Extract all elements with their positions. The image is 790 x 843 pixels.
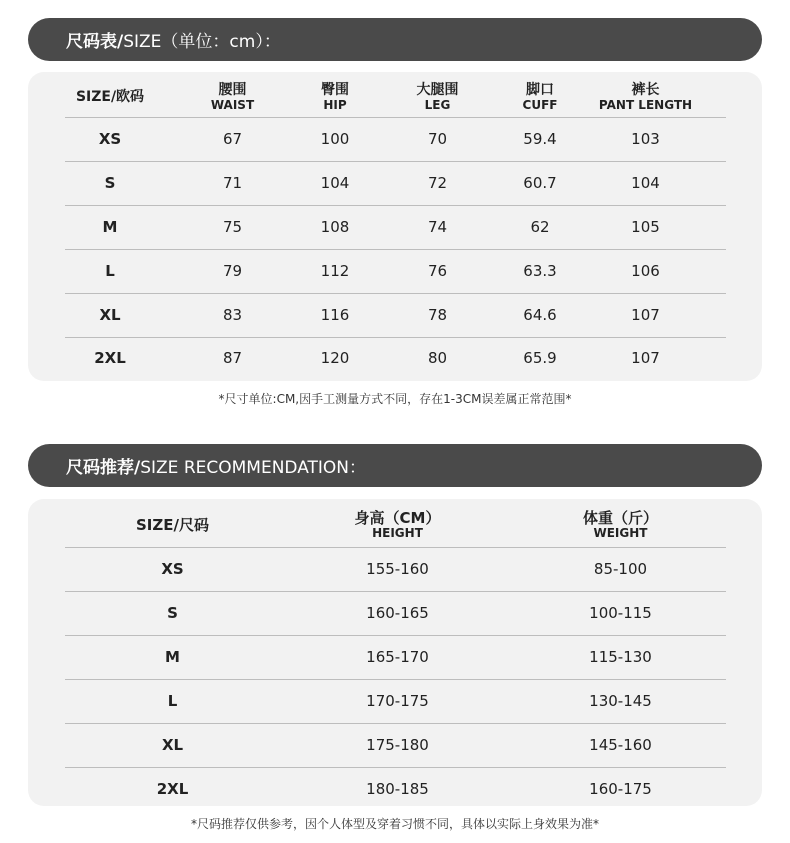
value-cell: 155-160 <box>280 547 515 591</box>
value-cell: 76 <box>360 249 515 293</box>
value-cell: 165-170 <box>280 635 515 679</box>
value-cell: 83 <box>155 293 310 337</box>
size-cell: XS <box>65 547 280 591</box>
size-chart-header-row <box>65 77 726 117</box>
header-leg: 大腿围 LEG <box>416 81 459 112</box>
table-row <box>65 679 726 723</box>
size-rec-header-row <box>65 503 726 547</box>
value-cell: 63.3 <box>515 249 565 293</box>
header-pant-length: 裤长 PANT LENGTH <box>598 81 693 112</box>
value-cell: 180-185 <box>280 767 515 811</box>
table-row <box>65 205 726 249</box>
table-row <box>65 117 726 161</box>
size-chart-title-bold: 尺码表/ <box>66 32 124 52</box>
size-rec-title-rest: SIZE RECOMMENDATION： <box>140 458 367 478</box>
table-row <box>65 249 726 293</box>
value-cell: 74 <box>360 205 515 249</box>
value-cell: 160-175 <box>515 767 726 811</box>
value-cell: 75 <box>155 205 310 249</box>
value-cell: 79 <box>155 249 310 293</box>
value-cell: 120 <box>310 337 360 379</box>
size-recommendation-note: *尺码推荐仅供参考，因个人体型及穿着习惯不同，具体以实际上身效果为准* <box>190 817 599 831</box>
size-cell: S <box>65 161 155 205</box>
header-waist: 腰围 WAIST <box>210 81 255 112</box>
value-cell: 87 <box>155 337 310 379</box>
value-cell: 160-165 <box>280 591 515 635</box>
size-cell: XL <box>65 293 155 337</box>
table-row <box>65 723 726 767</box>
header-size: SIZE/欧码 <box>75 88 145 105</box>
value-cell: 62 <box>515 205 565 249</box>
size-cell: L <box>65 679 280 723</box>
value-cell: 72 <box>360 161 515 205</box>
value-cell: 71 <box>155 161 310 205</box>
table-row <box>65 767 726 811</box>
value-cell: 105 <box>565 205 726 249</box>
value-cell: 112 <box>310 249 360 293</box>
size-rec-title-bold: 尺码推荐/ <box>66 458 141 478</box>
value-cell: 67 <box>155 117 310 161</box>
value-cell: 103 <box>565 117 726 161</box>
size-cell: XS <box>65 117 155 161</box>
table-row <box>65 293 726 337</box>
value-cell: 115-130 <box>515 635 726 679</box>
value-cell: 64.6 <box>515 293 565 337</box>
table-row <box>65 547 726 591</box>
value-cell: 130-145 <box>515 679 726 723</box>
size-cell: 2XL <box>65 767 280 811</box>
size-recommendation-table <box>65 503 726 811</box>
header-hip: 臀围 HIP <box>321 81 349 112</box>
size-chart-banner <box>28 18 762 61</box>
value-cell: 70 <box>360 117 515 161</box>
table-row <box>65 161 726 205</box>
size-cell: 2XL <box>65 337 155 379</box>
size-chart-title-rest: SIZE（单位：cm）： <box>123 32 281 52</box>
value-cell: 60.7 <box>515 161 565 205</box>
table-row <box>65 635 726 679</box>
size-chart-panel <box>28 72 762 381</box>
value-cell: 78 <box>360 293 515 337</box>
value-cell: 106 <box>565 249 726 293</box>
size-recommendation-banner <box>28 444 762 487</box>
value-cell: 100-115 <box>515 591 726 635</box>
value-cell: 175-180 <box>280 723 515 767</box>
header-rec-size: SIZE/尺码 <box>136 515 209 534</box>
value-cell: 104 <box>310 161 360 205</box>
value-cell: 170-175 <box>280 679 515 723</box>
value-cell: 108 <box>310 205 360 249</box>
size-chart-table <box>65 77 726 379</box>
size-chart-note: *尺寸单位:CM,因手工测量方式不同，存在1-3CM误差属正常范围* <box>218 392 572 406</box>
size-cell: S <box>65 591 280 635</box>
size-cell: L <box>65 249 155 293</box>
value-cell: 100 <box>310 117 360 161</box>
value-cell: 65.9 <box>515 337 565 379</box>
size-cell: M <box>65 205 155 249</box>
value-cell: 104 <box>565 161 726 205</box>
header-weight: 体重（斤） WEIGHT <box>582 508 658 540</box>
value-cell: 107 <box>565 337 726 379</box>
size-cell: XL <box>65 723 280 767</box>
table-row <box>65 591 726 635</box>
value-cell: 107 <box>565 293 726 337</box>
value-cell: 145-160 <box>515 723 726 767</box>
header-cuff: 脚口 CUFF <box>522 81 558 112</box>
size-cell: M <box>65 635 280 679</box>
value-cell: 85-100 <box>515 547 726 591</box>
table-row <box>65 337 726 379</box>
value-cell: 59.4 <box>515 117 565 161</box>
header-height: 身高（CM） HEIGHT <box>354 508 441 540</box>
size-recommendation-panel <box>28 499 762 806</box>
value-cell: 80 <box>360 337 515 379</box>
value-cell: 116 <box>310 293 360 337</box>
